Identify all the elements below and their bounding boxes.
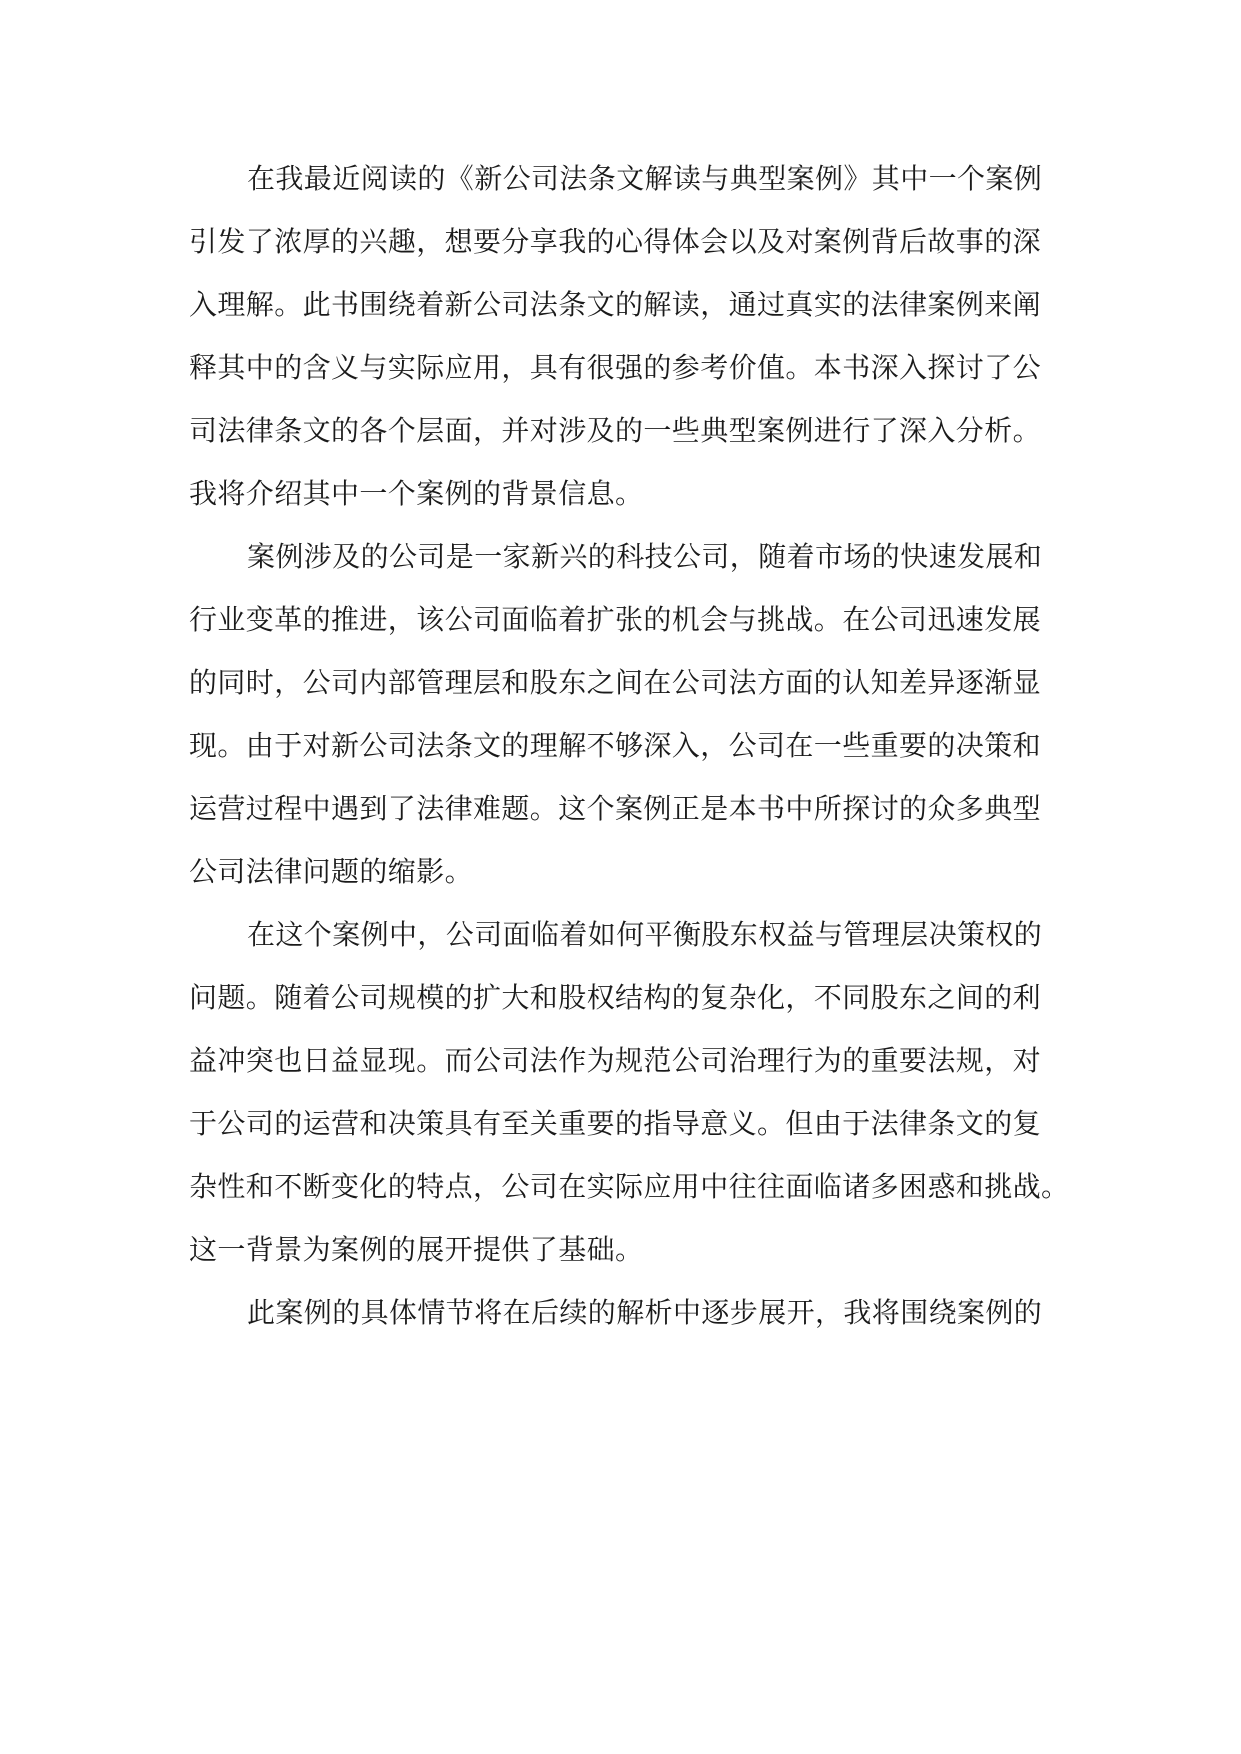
text-line: 在这个案例中，公司面临着如何平衡股东权益与管理层决策权的 [247,918,1043,951]
text-line: 运营过程中遇到了法律难题。这个案例正是本书中所探讨的众多典型 [189,792,1042,825]
text-line: 现。由于对新公司法条文的理解不够深入，公司在一些重要的决策和 [189,729,1042,762]
text-line: 公司法律问题的缩影。 [189,855,474,888]
text-line: 的同时，公司内部管理层和股东之间在公司法方面的认知差异逐渐显 [189,666,1042,699]
text-line: 益冲突也日益显现。而公司法作为规范公司治理行为的重要法规，对 [189,1044,1042,1077]
paragraph [189,903,1070,1281]
text-line: 问题。随着公司规模的扩大和股权结构的复杂化，不同股东之间的利 [189,981,1042,1014]
text-line: 在我最近阅读的《新公司法条文解读与典型案例》其中一个案例 [247,162,1043,195]
document-body [189,147,1070,1344]
text-line: 入理解。此书围绕着新公司法条文的解读，通过真实的法律案例来阐 [189,288,1042,321]
text-line: 释其中的含义与实际应用，具有很强的参考价值。本书深入探讨了公 [189,351,1042,384]
text-line: 案例涉及的公司是一家新兴的科技公司，随着市场的快速发展和 [247,540,1043,573]
text-line: 杂性和不断变化的特点，公司在实际应用中往往面临诸多困惑和挑战。 [189,1170,1070,1203]
paragraph [189,147,1051,525]
text-line: 我将介绍其中一个案例的背景信息。 [189,477,644,510]
text-line: 司法律条文的各个层面，并对涉及的一些典型案例进行了深入分析。 [189,414,1042,447]
text-line: 行业变革的推进，该公司面临着扩张的机会与挑战。在公司迅速发展 [189,603,1042,636]
paragraph [189,525,1051,903]
text-line: 此案例的具体情节将在后续的解析中逐步展开，我将围绕案例的 [247,1296,1043,1329]
text-line: 引发了浓厚的兴趣，想要分享我的心得体会以及对案例背后故事的深 [189,225,1042,258]
text-line: 这一背景为案例的展开提供了基础。 [189,1233,644,1266]
text-line: 于公司的运营和决策具有至关重要的指导意义。但由于法律条文的复 [189,1107,1042,1140]
paragraph [189,1281,1051,1344]
